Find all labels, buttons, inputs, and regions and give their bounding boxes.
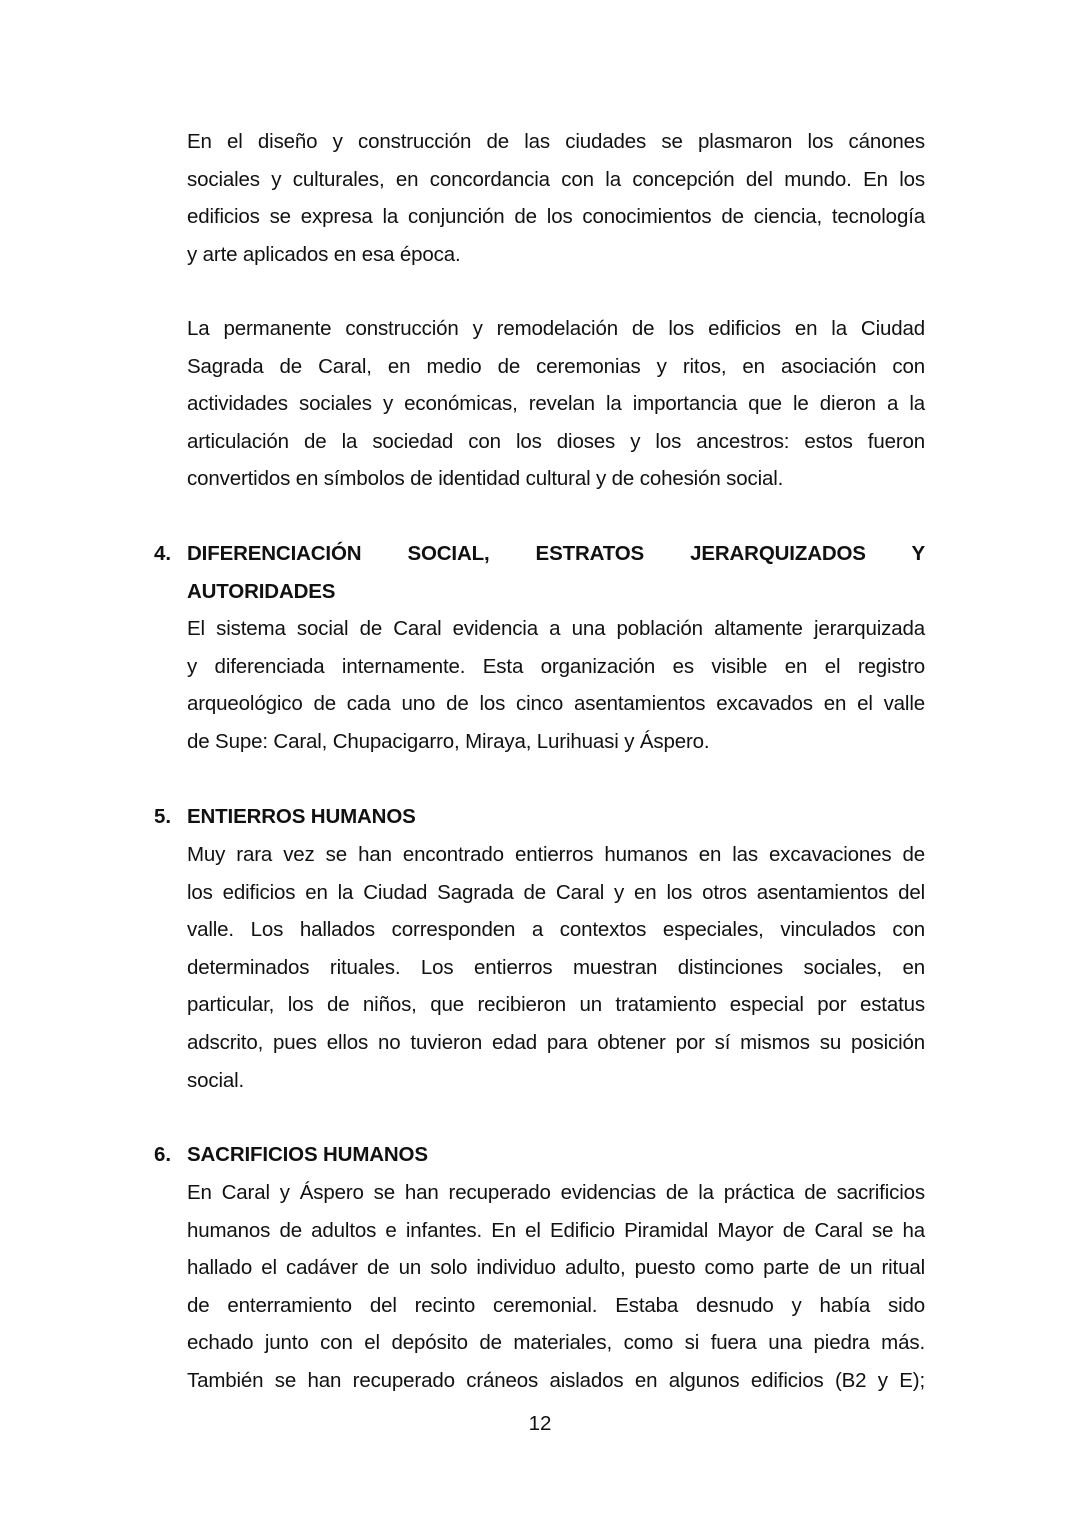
text-line: humanos de adultos e infantes. En el Edificio Piramidal Mayor de Caral se ha (187, 1218, 925, 1242)
text-line: de Supe: Caral, Chupacigarro, Miraya, Lurihuasi y Áspero. (187, 729, 710, 753)
section-number: 4. (154, 542, 172, 565)
section-number: 5. (154, 805, 172, 828)
section-title-line: SACRIFICIOS HUMANOS (187, 1143, 428, 1166)
text-line: actividades sociales y económicas, revelan la importancia que le dieron a la (187, 392, 925, 416)
text-line: y diferenciada internamente. Esta organización es visible en el registro (187, 654, 925, 678)
text-line: los edificios en la Ciudad Sagrada de Caral y en los otros asentamientos del (187, 880, 925, 904)
paragraph-1 (187, 123, 925, 273)
text-line: La permanente construcción y remodelación de los edificios en la Ciudad (187, 317, 925, 340)
section-title-line: DIFERENCIACIÓN SOCIAL, ESTRATOS JERARQUIZADOS Y (187, 542, 925, 565)
text-line: valle. Los hallados corresponden a contextos especiales, vinculados con (187, 918, 925, 942)
text-line: Sagrada de Caral, en medio de ceremonias y ritos, en asociación con (187, 354, 925, 378)
section-number: 6. (154, 1143, 172, 1166)
text-line: En el diseño y construcción de las ciudades se plasmaron los cánones (187, 130, 925, 153)
page-number: 12 (528, 1412, 552, 1435)
text-line: echado junto con el depósito de materiales, como si fuera una piedra más. (187, 1331, 925, 1355)
text-line: y arte aplicados en esa época. (187, 242, 461, 266)
text-line: hallado el cadáver de un solo individuo adulto, puesto como parte de un ritual (187, 1256, 925, 1280)
section-title-line: AUTORIDADES (187, 579, 336, 603)
section-6-body (187, 1174, 925, 1400)
section-4-body (187, 610, 925, 760)
text-line: social. (187, 1068, 245, 1092)
text-line: También se han recuperado cráneos aislados en algunos edificios (B2 y E); (187, 1368, 925, 1392)
paragraph-2 (187, 310, 925, 498)
text-line: El sistema social de Caral evidencia a una población altamente jerarquizada (187, 617, 925, 640)
text-line: articulación de la sociedad con los dioses y los ancestros: estos fueron (187, 429, 925, 453)
text-line: adscrito, pues ellos no tuvieron edad para obtener por sí mismos su posición (187, 1030, 925, 1054)
section-5-body (187, 836, 925, 1099)
text-line: de enterramiento del recinto ceremonial. Estaba desnudo y había sido (187, 1293, 925, 1317)
text-line: Muy rara vez se han encontrado entierros humanos en las excavaciones de (187, 843, 925, 866)
text-line: determinados rituales. Los entierros muestran distinciones sociales, en (187, 955, 925, 979)
section-title-line: ENTIERROS HUMANOS (187, 805, 416, 828)
text-line: En Caral y Áspero se han recuperado evidencias de la práctica de sacrificios (187, 1181, 925, 1204)
text-line: arqueológico de cada uno de los cinco asentamientos excavados en el valle (187, 692, 925, 716)
text-line: edificios se expresa la conjunción de los conocimientos de ciencia, tecnología (187, 205, 925, 229)
text-line: convertidos en símbolos de identidad cultural y de cohesión social. (187, 467, 784, 491)
text-line: sociales y culturales, en concordancia con la concepción del mundo. En los (187, 167, 925, 191)
text-line: particular, los de niños, que recibieron un tratamiento especial por estatus (187, 993, 925, 1017)
